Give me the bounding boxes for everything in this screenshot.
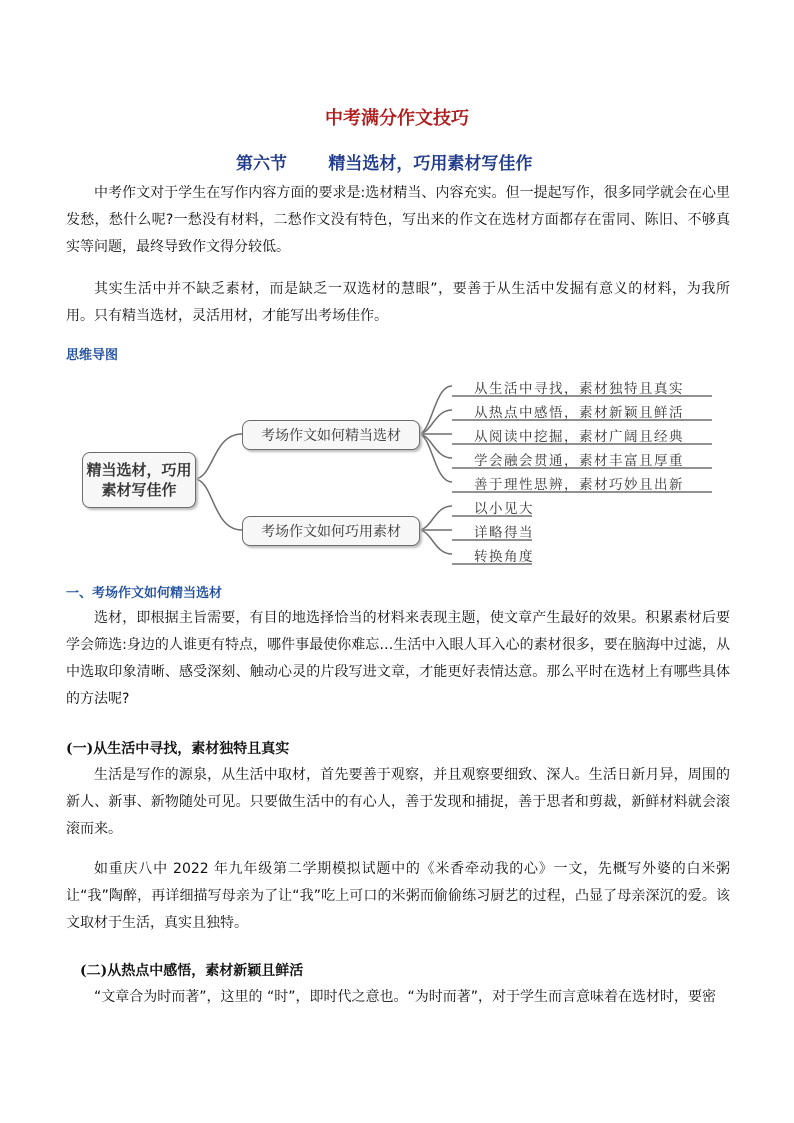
mind-map-leaf: 学会融会贯通，素材丰富且厚重: [474, 453, 684, 469]
document-title: 中考满分作文技巧: [325, 108, 469, 129]
mind-map-leaf: 转换角度: [474, 549, 534, 565]
intro-paragraph-1: 中考作文对于学生在写作内容方面的要求是:选材精当、内容充实。但一提起写作，很多同学就会在心里发愁，愁什么呢?一愁没有材料，二愁作文没有特色，写出来的作文在选材方面都存在雷同、陈旧、不够真实等问题，最终导致作文得分较低。: [66, 185, 730, 255]
section-subtitle: 第六节 精当选材，巧用素材写佳作: [236, 154, 533, 174]
intro-paragraph-2: 其实生活中并不缺乏素材，而是缺乏一双选材的慧眼”，要善于从生活中发掘有意义的材料，为我所用。只有精当选材，灵活用材，才能写出考场佳作。: [66, 281, 730, 324]
mind-map-leaf: 从热点中感悟，素材新颖且鲜活: [474, 405, 684, 421]
mind-map-leaf: 善于理性思辨，素材巧妙且出新: [474, 477, 684, 493]
mind-map-leaf: 从生活中寻找，素材独特且真实: [474, 381, 684, 397]
mind-map-root-node: 精当选材，巧用素材写佳作: [82, 452, 196, 508]
mind-map-leaf: 以小见大: [474, 501, 534, 517]
subsection-2-heading: (二)从热点中感悟，素材新颖且鲜活: [80, 963, 304, 979]
mindmap-heading: 思维导图: [66, 348, 119, 363]
mind-map-leaf: 从阅读中挖掘，素材广阔且经典: [474, 429, 684, 445]
mind-map-branch-usage: 考场作文如何巧用素材: [242, 516, 420, 546]
subsection-1-heading: (一)从生活中寻找，素材独特且真实: [66, 741, 290, 757]
mind-map-branch-selection: 考场作文如何精当选材: [242, 420, 420, 450]
section-1-heading: 一、考场作文如何精当选材: [66, 586, 223, 601]
section-1-paragraph: 选材，即根据主旨需要，有目的地选择恰当的材料来表现主题，使文章产生最好的效果。积累素材后要学会筛选:身边的人谁更有特点，哪件事最使你难忘…生活中入眼人耳入心的素材很多，要在脑海中过滤，从中选取印象清晰、感受深刻、触动心灵的片段写进文章，才能更好表情达意。那么平时在选材上有哪些具体的方法呢?: [66, 610, 730, 707]
subsection-1-paragraph-1: 生活是写作的源泉，从生活中取材，首先要善于观察，并且观察要细致、深人。生活日新月异，周围的新人、新事、新物随处可见。只要做生活中的有心人，善于发现和捕捉，善于思者和剪裁，新鲜材料就会滚滚而来。: [66, 767, 730, 837]
mind-map-leaf: 详略得当: [474, 525, 534, 541]
subsection-1-paragraph-2: 如重庆八中 2022 年九年级第二学期模拟试题中的《米香牵动我的心》一文，先概写外婆的白米粥让“我”陶醉，再详细描写母亲为了让“我”吃上可口的米粥而偷偷练习厨艺的过程，凸显了母亲深沉的爱。该文取材于生活，真实且独特。: [66, 861, 730, 931]
subsection-2-paragraph-1: “文章合为时而著”，这里的 “时”，即时代之意也。“为时而著”，对于学生而言意味着在选材时，要密: [94, 989, 716, 1005]
mind-map: [82, 370, 722, 570]
